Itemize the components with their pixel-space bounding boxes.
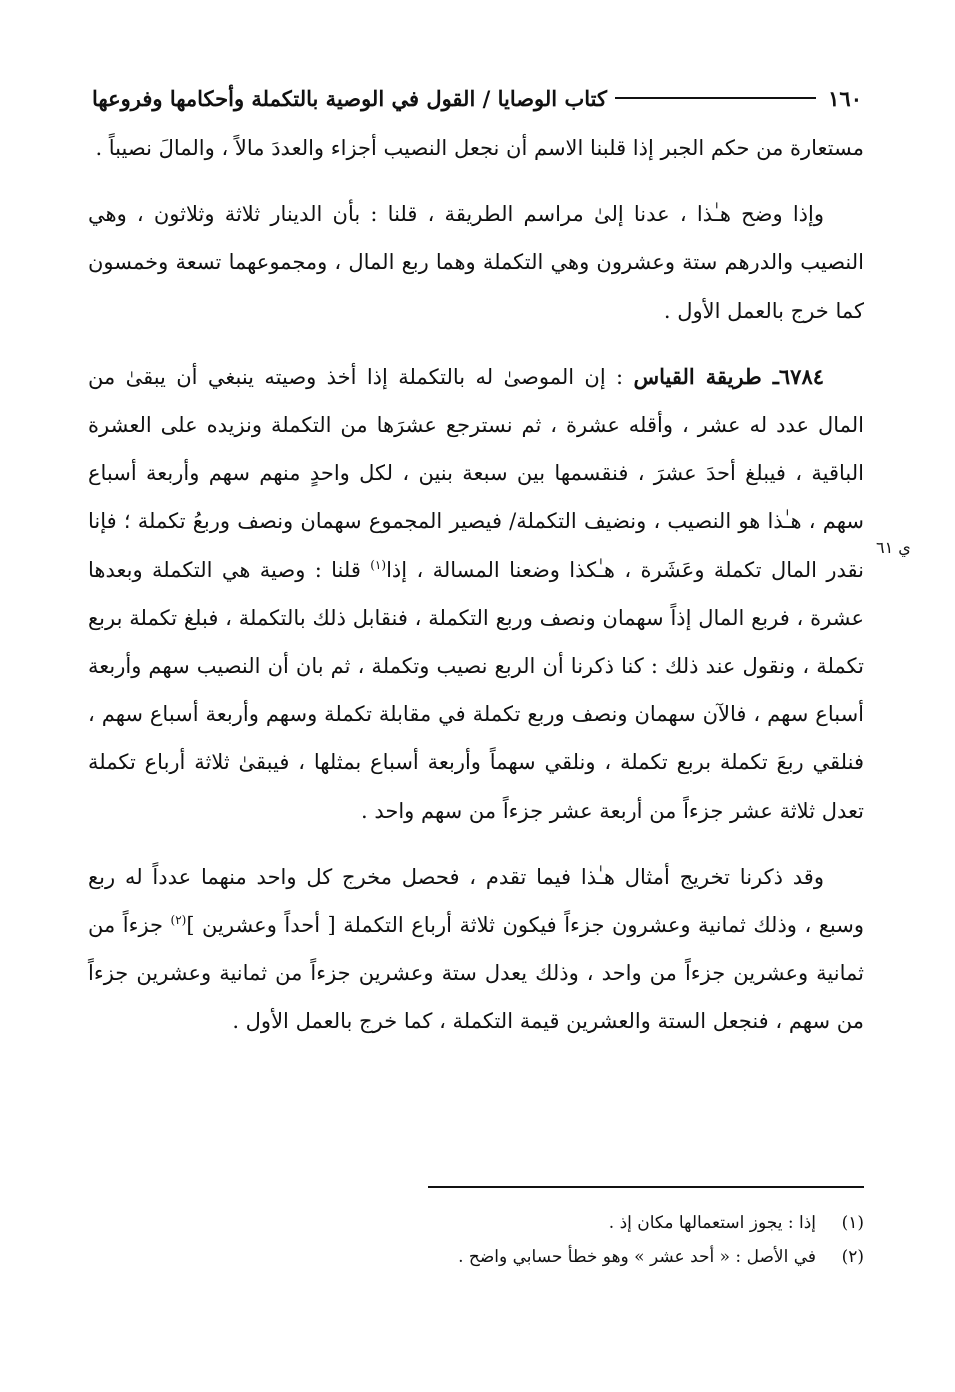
margin-note: ي ٦١ bbox=[876, 538, 911, 557]
paragraph-4-text-a: وقد ذكرنا تخريج أمثال هـٰذا فيما تقدم ، فحصل مخرج كل واحد منهما عدداً له ربع وسبع ، وذلك ثمانية وعشرون جزءاً فيكون ثلاثة أرباع التكملة [ أحداً وعشرين ] bbox=[88, 864, 864, 938]
running-title: كتاب الوصايا / القول في الوصية بالتكملة وأحكامها وفروعها bbox=[92, 85, 607, 111]
section-heading: ٦٧٨٤ـ طريقة القياس bbox=[633, 363, 825, 389]
paragraph-3 bbox=[88, 353, 864, 835]
footnote-text: في الأصل : « أحد عشر » وهو خطأ حسابي واضح . bbox=[458, 1247, 816, 1267]
page-header bbox=[92, 78, 862, 118]
main-text bbox=[88, 124, 864, 1046]
page-number: ١٦٠ bbox=[828, 85, 862, 111]
paragraph-3-text-b: قلنا : وصية هي التكملة وبعدها عشرة ، فربع المال إذاً سهمان ونصف وربع التكملة ، فنقابل ذلك بالتكملة ، فبلغ تكملة بربع تكملة ، ونقول عند ذلك : كنا ذكرنا أن الربع نصيب وتكملة ، ثم بان أن النصيب سهم وأربعة أسباع سهم ، فالآن سهمان ونصف وربع تكملة في مقابلة تكملة وسهم وأربعة أسباع سهم ، فنلقي ربعَ تكملة بربع تكملة ، ونلقي سهماً وأربعة أسباع بمثلها ، فيبقىٰ ثلاثة أرباع تكملة تعدل ثلاثة عشر جزءاً من أربعة عشر جزءاً من سهم واحد . bbox=[88, 557, 864, 823]
paragraph-2: وإذا وضح هـٰذا ، عدنا إلىٰ مراسم الطريقة ، قلنا : بأن الدينار ثلاثة وثلاثون ، وهي النصيب والدرهم ستة وعشرون وهي التكملة وهما ربع المال ، ومجموعهما تسعة وخمسون كما خرج بالعمل الأول . bbox=[88, 202, 864, 323]
footnotes bbox=[300, 1206, 864, 1274]
paragraph-1: مستعارة من حكم الجبر إذا قلبنا الاسم أن نجعل النصيب أجزاء والعددَ مالاً ، والمالَ نصيباً . bbox=[95, 136, 864, 160]
footnote-text: إذا : يجوز استعمالها مكان إذ . bbox=[608, 1213, 816, 1233]
footnote-number: (١) bbox=[841, 1213, 864, 1233]
header-rule bbox=[615, 97, 816, 99]
paragraph-4 bbox=[88, 853, 864, 1046]
paragraph-4-text-b: جزءاً من ثمانية وعشرين جزءاً من واحد ، وذلك يعدل ستة وعشرين جزءاً من ثمانية وعشرين جزءاً من سهم ، فنجعل الستة والعشرين قيمة التكملة ، كما خرج بالعمل الأول . bbox=[88, 913, 864, 1034]
footnote-number: (٢) bbox=[841, 1247, 864, 1267]
footnote-ref-1: (١) bbox=[370, 557, 387, 572]
footnote-ref-2: (٢) bbox=[170, 913, 187, 928]
footnote-1 bbox=[300, 1206, 864, 1240]
paragraph-3-text-a: : إن الموصىٰ له بالتكملة إذا أخذ وصيته ينبغي أن يبقىٰ من المال عدد له عشر ، وأقله عشرة ، ثم نسترجع عشرَها من التكملة ونزيده على العشرة الباقية ، فيبلغ أحدَ عشرَ ، فنقسمها بين سبعة بنين ، لكل واحدٍ منهم سهم وأربعة أسباع سهم ، هـٰذا هو النصيب ، ونضيف التكملة/ فيصير المجموع سهمان ونصف وربعُ تكملة ؛ فإنا نقدر المال تكملة وعَشَرة ، هـٰكذا وضعنا المسالة ، إذا bbox=[88, 364, 864, 582]
footnote-separator bbox=[428, 1186, 864, 1188]
footnote-2 bbox=[300, 1240, 864, 1274]
